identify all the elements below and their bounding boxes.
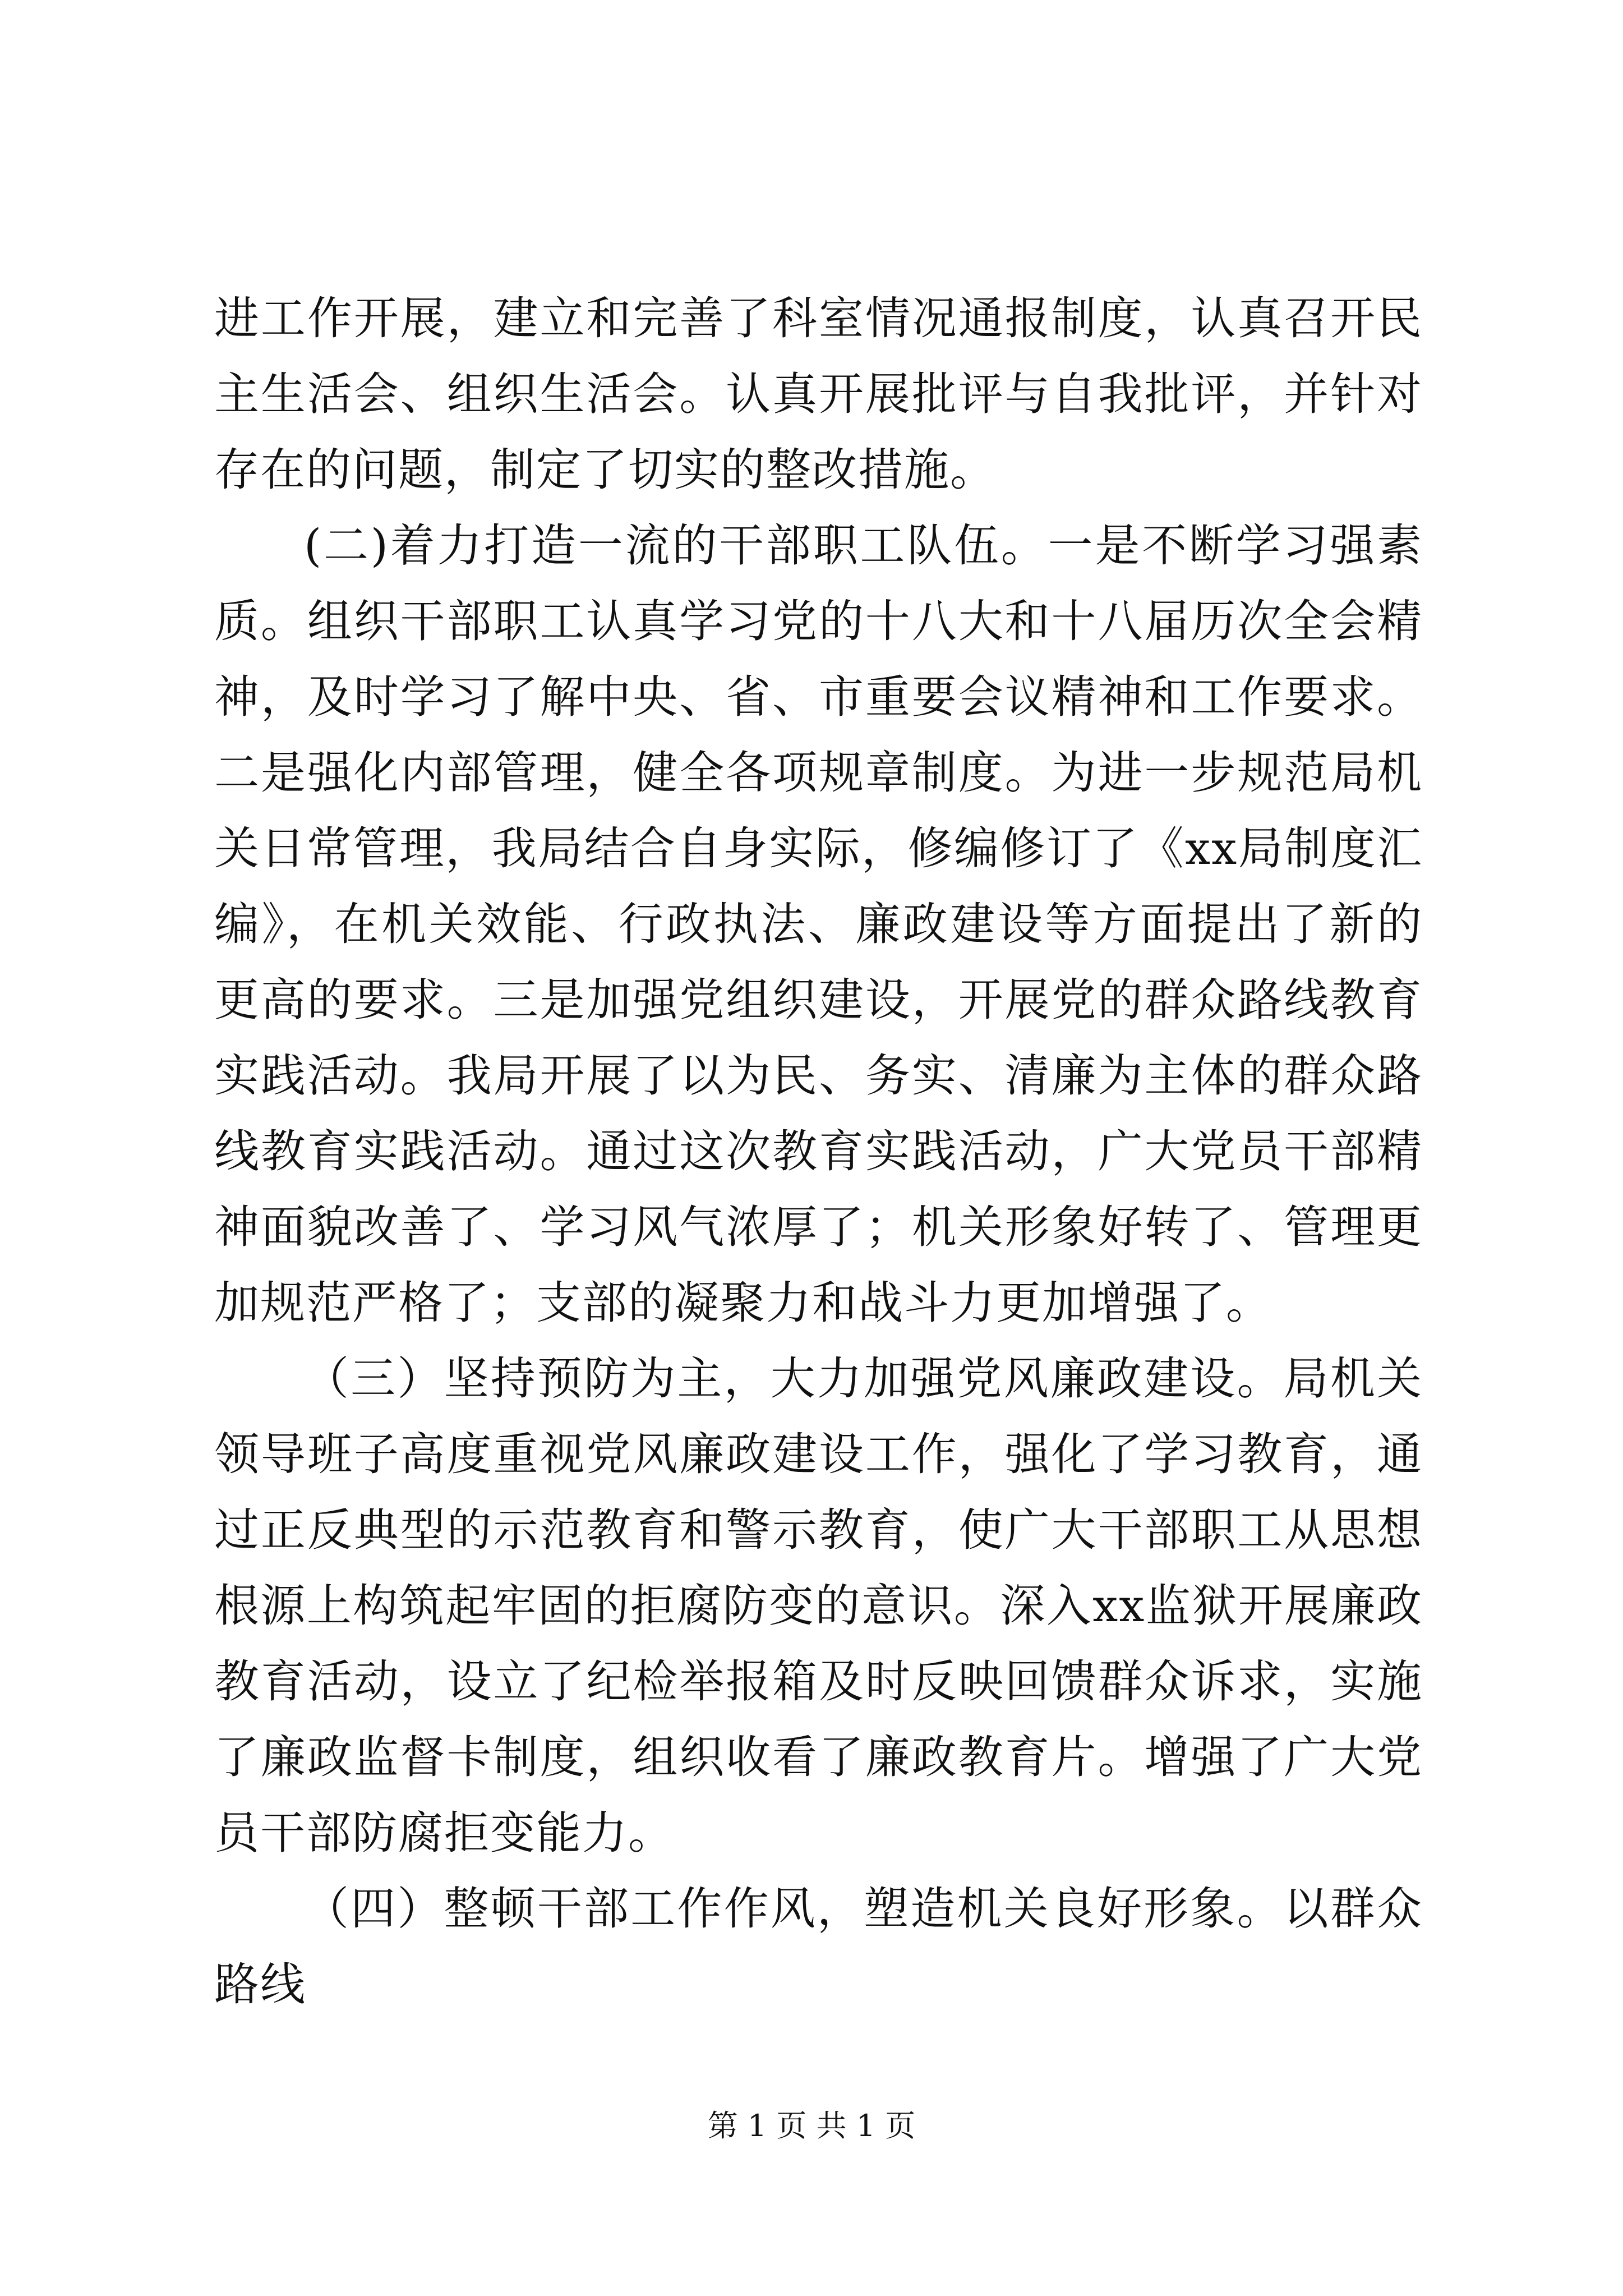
paragraph-4: （四）整顿干部工作作风，塑造机关良好形象。以群众路线 [214,1883,1423,2010]
paragraph-2: (二)着力打造一流的干部职工队伍。一是不断学习强素质。组织干部职工认真学习党的十八大和十八届历次全会精神，及时学习了解中央、省、市重要会议精神和工作要求。二是强化内部管理，健全各项规章制度。为进一步规范局机关日常管理，我局结合自身实际，修编修订了《xx局制度汇编》，在机关效能、行政执法、廉政建设等方面提出了新的更高的要求。三是加强党组织建设，开展党的群众路线教育实践活动。我局开展了以为民、务实、清廉为主体的群众路线教育实践活动。通过这次教育实践活动，广大党员干部精神面貌改善了、学习风气浓厚了；机关形象好转了、管理更加规范严格了；支部的凝聚力和战斗力更加增强了。 [214,519,1423,1329]
page-footer: 第 1 页 共 1 页 [707,2108,916,2143]
paragraph-3: （三）坚持预防为主，大力加强党风廉政建设。局机关领导班子高度重视党风廉政建设工作，强化了学习教育，通过正反典型的示范教育和警示教育，使广大干部职工从思想根源上构筑起牢固的拒腐防变的意识。深入xx监狱开展廉政教育活动，设立了纪检举报箱及时反映回馈群众诉求，实施了廉政监督卡制度，组织收看了廉政教育片。增强了广大党员干部防腐拒变能力。 [214,1352,1423,1859]
document-body [214,280,1423,2022]
paragraph-1: 进工作开展，建立和完善了科室情况通报制度，认真召开民主生活会、组织生活会。认真开展批评与自我批评，并针对存在的问题，制定了切实的整改措施。 [214,292,1423,496]
